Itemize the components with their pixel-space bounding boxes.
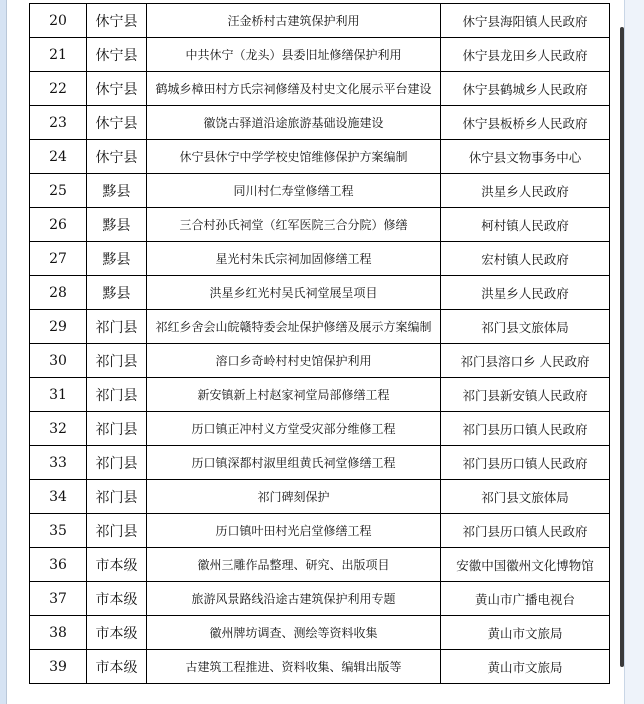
table-row: [30, 208, 610, 242]
county-cell: 黟县: [87, 208, 147, 242]
project-name-cell: 祁门碑刻保护: [147, 480, 441, 514]
project-name-cell: 祁红乡舍会山皖赣特委会址保护修缮及展示方案编制: [147, 310, 441, 344]
table-row: [30, 344, 610, 378]
row-number: 30: [30, 344, 87, 378]
county-cell: 祁门县: [87, 310, 147, 344]
row-number: 28: [30, 276, 87, 310]
project-name-cell: 新安镇新上村赵家祠堂局部修缮工程: [147, 378, 441, 412]
row-number: 23: [30, 106, 87, 140]
project-name-cell: 汪金桥村古建筑保护利用: [147, 4, 441, 38]
county-cell: 祁门县: [87, 412, 147, 446]
county-cell: 黟县: [87, 174, 147, 208]
unit-cell: 休宁县文物事务中心: [441, 140, 610, 174]
project-name-cell: 历口镇深都村淑里组黄氏祠堂修缮工程: [147, 446, 441, 480]
unit-cell: 祁门县新安镇人民政府: [441, 378, 610, 412]
county-cell: 祁门县: [87, 514, 147, 548]
table-row: [30, 174, 610, 208]
row-number: 27: [30, 242, 87, 276]
project-name-cell: 洪星乡红光村吴氏祠堂展呈项目: [147, 276, 441, 310]
unit-cell: 休宁县龙田乡人民政府: [441, 38, 610, 72]
table-row: [30, 72, 610, 106]
row-number: 29: [30, 310, 87, 344]
unit-cell: 洪星乡人民政府: [441, 276, 610, 310]
county-cell: 休宁县: [87, 140, 147, 174]
row-number: 39: [30, 650, 87, 684]
table-row: [30, 616, 610, 650]
project-name-cell: 历口镇叶田村光启堂修缮工程: [147, 514, 441, 548]
table-row: [30, 650, 610, 684]
table-row: [30, 514, 610, 548]
project-name-cell: 徽饶古驿道沿途旅游基础设施建设: [147, 106, 441, 140]
row-number: 20: [30, 4, 87, 38]
document-page: [6, 0, 626, 704]
table-row: [30, 4, 610, 38]
row-number: 22: [30, 72, 87, 106]
unit-cell: 祁门县历口镇人民政府: [441, 446, 610, 480]
unit-cell: 休宁县鹤城乡人民政府: [441, 72, 610, 106]
county-cell: 祁门县: [87, 480, 147, 514]
unit-cell: 黄山市文旅局: [441, 616, 610, 650]
unit-cell: 祁门县文旅体局: [441, 480, 610, 514]
table-row: [30, 378, 610, 412]
project-name-cell: 历口镇正冲村义方堂受灾部分维修工程: [147, 412, 441, 446]
unit-cell: 黄山市广播电视台: [441, 582, 610, 616]
county-cell: 休宁县: [87, 4, 147, 38]
row-number: 36: [30, 548, 87, 582]
county-cell: 休宁县: [87, 106, 147, 140]
county-cell: 祁门县: [87, 378, 147, 412]
project-name-cell: 溶口乡奇岭村村史馆保护利用: [147, 344, 441, 378]
county-cell: 市本级: [87, 616, 147, 650]
county-cell: 黟县: [87, 242, 147, 276]
row-number: 26: [30, 208, 87, 242]
table-row: [30, 412, 610, 446]
unit-cell: 休宁县海阳镇人民政府: [441, 4, 610, 38]
row-number: 21: [30, 38, 87, 72]
row-number: 35: [30, 514, 87, 548]
table-row: [30, 480, 610, 514]
project-table: [29, 3, 610, 684]
table-row: [30, 276, 610, 310]
unit-cell: 宏村镇人民政府: [441, 242, 610, 276]
unit-cell: 柯村镇人民政府: [441, 208, 610, 242]
project-name-cell: 三合村孙氏祠堂（红军医院三合分院）修缮: [147, 208, 441, 242]
project-name-cell: 古建筑工程推进、资料收集、编辑出版等: [147, 650, 441, 684]
table-row: [30, 106, 610, 140]
unit-cell: 祁门县溶口乡 人民政府: [441, 344, 610, 378]
county-cell: 黟县: [87, 276, 147, 310]
unit-cell: 祁门县历口镇人民政府: [441, 514, 610, 548]
project-name-cell: 同川村仁寿堂修缮工程: [147, 174, 441, 208]
county-cell: 祁门县: [87, 446, 147, 480]
county-cell: 市本级: [87, 582, 147, 616]
table-row: [30, 446, 610, 480]
project-name-cell: 旅游风景路线沿途古建筑保护利用专题: [147, 582, 441, 616]
county-cell: 祁门县: [87, 344, 147, 378]
county-cell: 休宁县: [87, 38, 147, 72]
table-row: [30, 38, 610, 72]
unit-cell: 安徽中国徽州文化博物馆: [441, 548, 610, 582]
table-row: [30, 548, 610, 582]
row-number: 34: [30, 480, 87, 514]
project-name-cell: 中共休宁（龙头）县委旧址修缮保护利用: [147, 38, 441, 72]
table-row: [30, 310, 610, 344]
project-table-body: [30, 4, 610, 684]
row-number: 31: [30, 378, 87, 412]
row-number: 33: [30, 446, 87, 480]
row-number: 25: [30, 174, 87, 208]
unit-cell: 黄山市文旅局: [441, 650, 610, 684]
project-name-cell: 鹤城乡樟田村方氏宗祠修缮及村史文化展示平台建设: [147, 72, 441, 106]
table-row: [30, 242, 610, 276]
table-row: [30, 582, 610, 616]
unit-cell: 洪星乡人民政府: [441, 174, 610, 208]
unit-cell: 祁门县历口镇人民政府: [441, 412, 610, 446]
unit-cell: 祁门县文旅体局: [441, 310, 610, 344]
project-name-cell: 徽州牌坊调查、测绘等资料收集: [147, 616, 441, 650]
row-number: 32: [30, 412, 87, 446]
table-row: [30, 140, 610, 174]
row-number: 24: [30, 140, 87, 174]
project-name-cell: 徽州三雕作品整理、研究、出版项目: [147, 548, 441, 582]
county-cell: 市本级: [87, 650, 147, 684]
row-number: 37: [30, 582, 87, 616]
row-number: 38: [30, 616, 87, 650]
project-name-cell: 休宁县休宁中学学校史馆维修保护方案编制: [147, 140, 441, 174]
county-cell: 休宁县: [87, 72, 147, 106]
county-cell: 市本级: [87, 548, 147, 582]
unit-cell: 休宁县板桥乡人民政府: [441, 106, 610, 140]
project-name-cell: 星光村朱氏宗祠加固修缮工程: [147, 242, 441, 276]
scrollbar-track[interactable]: [624, 0, 644, 704]
